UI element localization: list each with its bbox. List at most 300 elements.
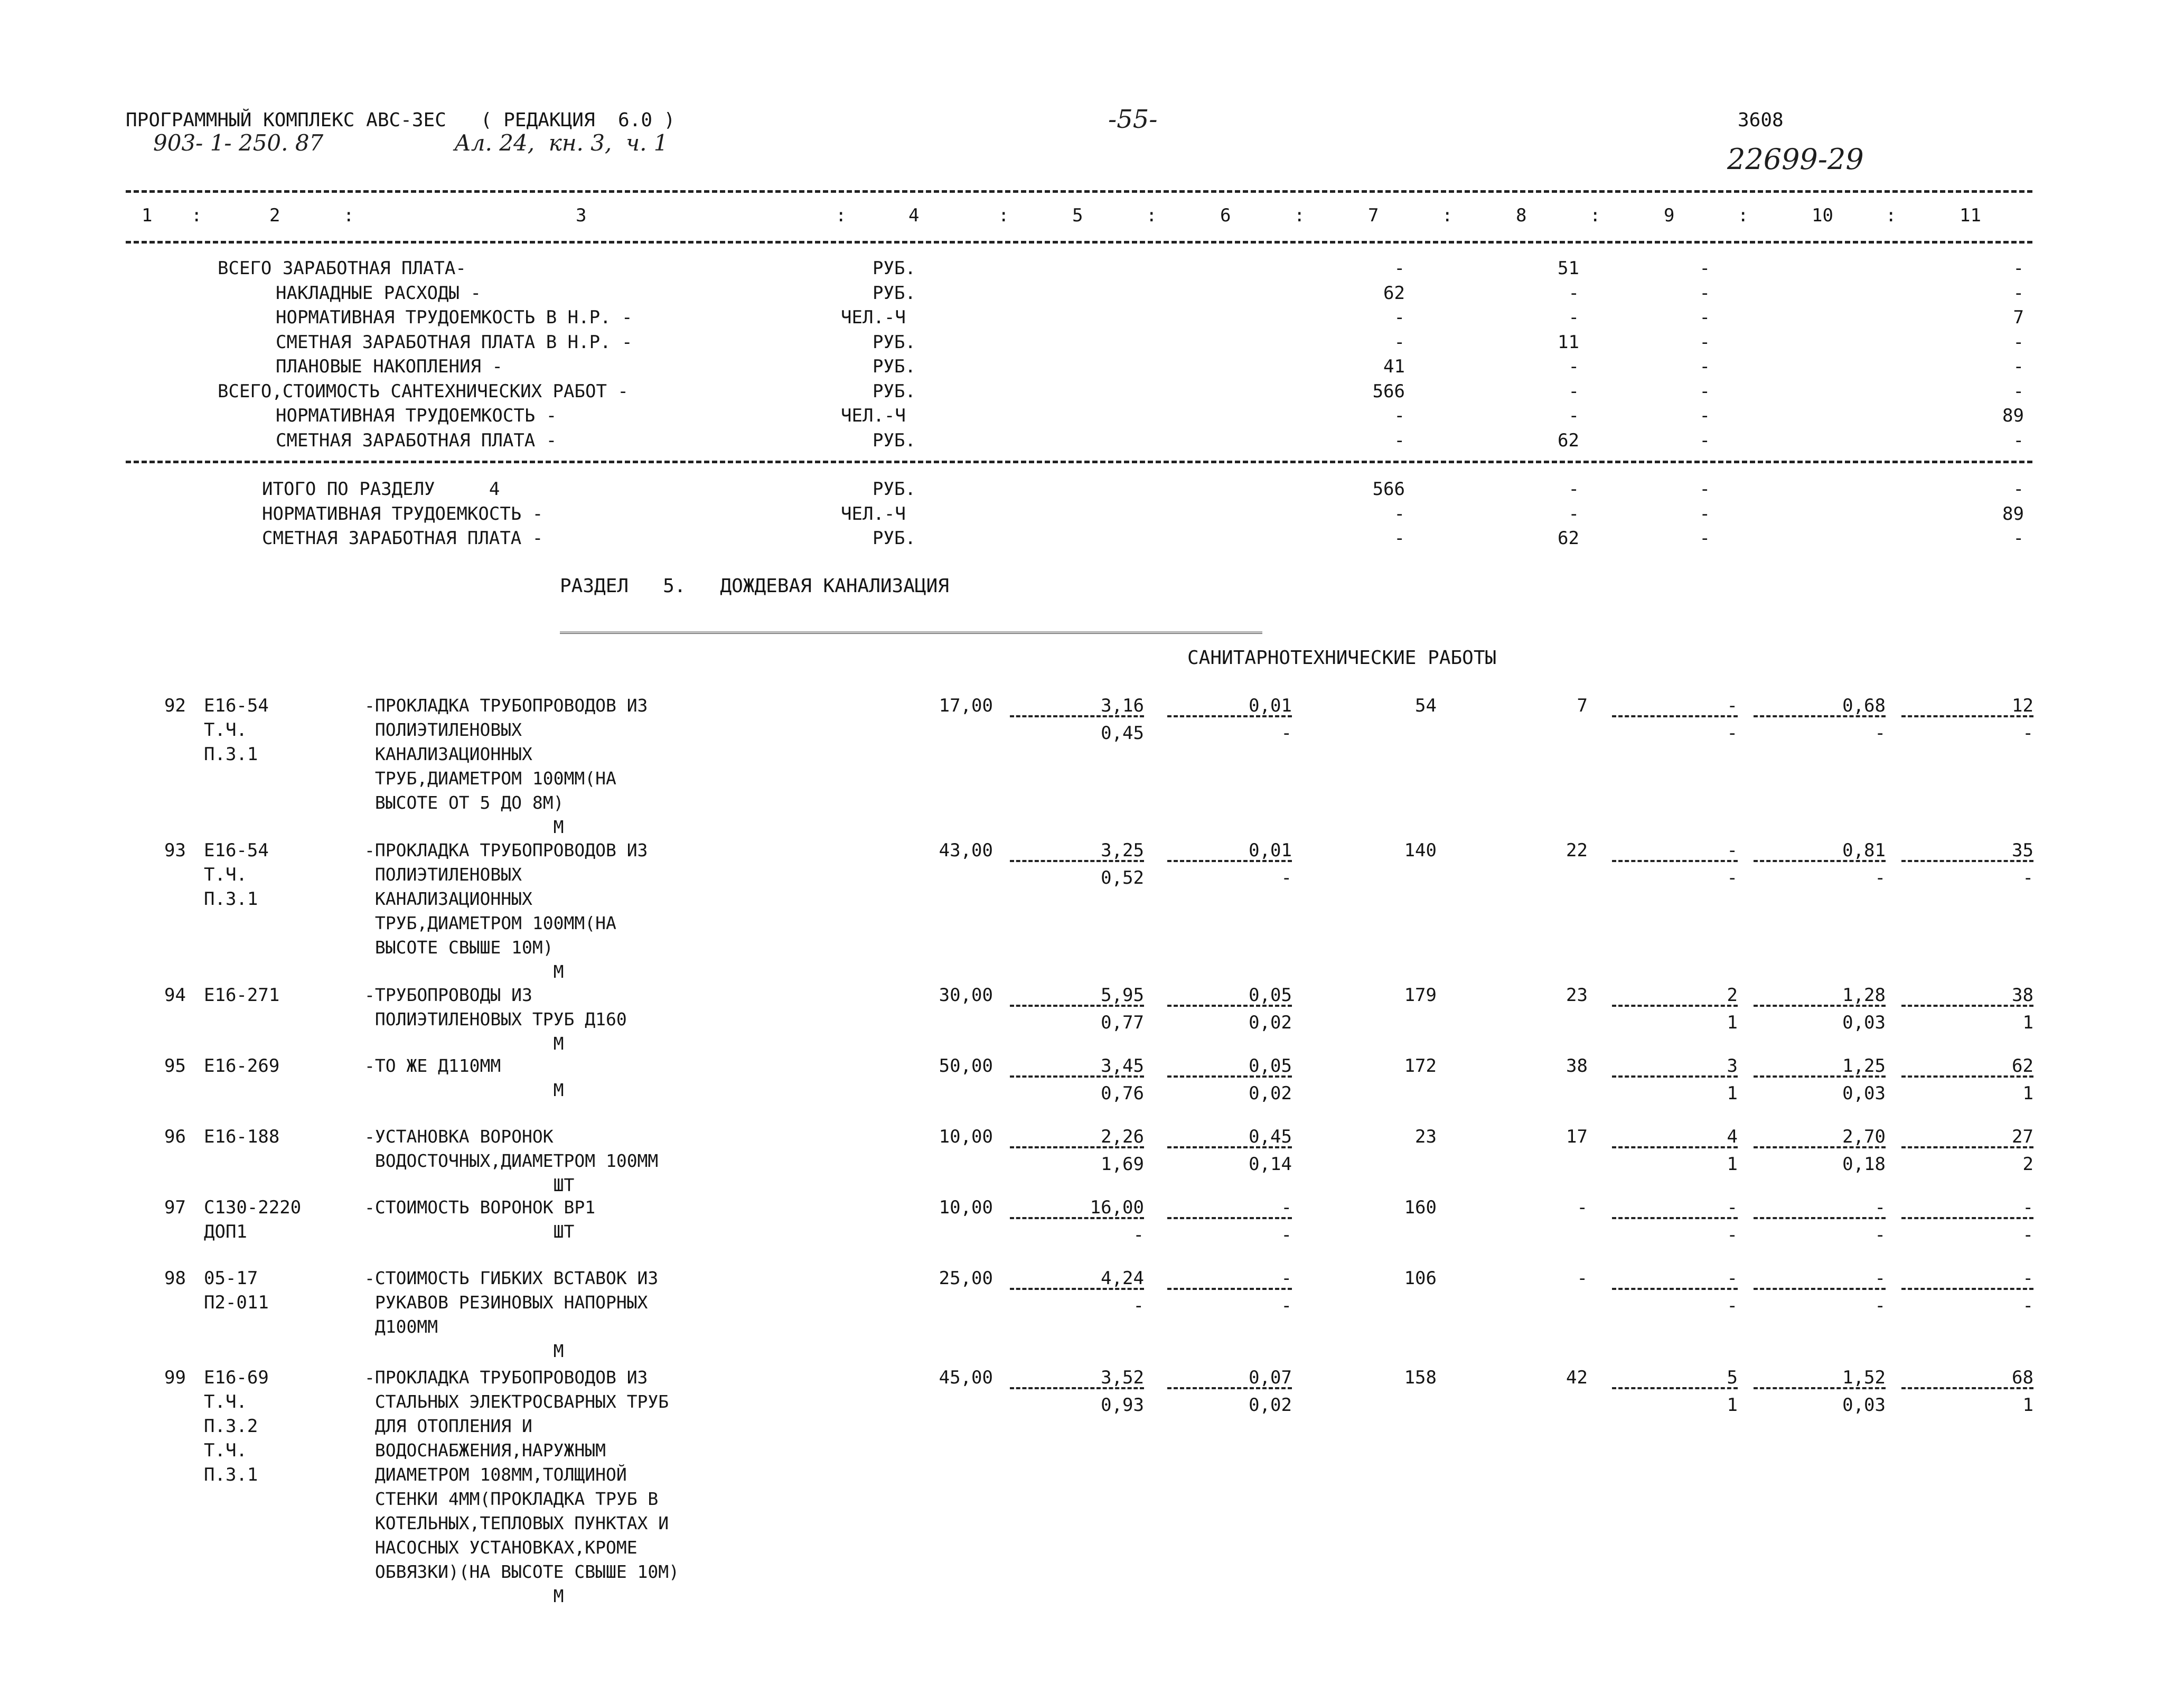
item-unit-cost: 3,45: [1101, 1055, 1144, 1077]
summary-row-unit: РУБ.: [873, 331, 916, 353]
item-description: ПОЛИЭТИЛЕНОВЫХ ТРУБ Д160: [364, 1009, 627, 1030]
summary-row-col7: 566: [1372, 380, 1405, 402]
item-total-wage: -: [1577, 1197, 1588, 1218]
item-quantity: 25,00: [939, 1268, 993, 1289]
item-total-machine: -: [1727, 1268, 1738, 1289]
column-separator: :: [1886, 205, 1897, 226]
item-description: ТРУБ,ДИАМЕТРОМ 100ММ(НА: [364, 913, 616, 933]
subtotal-dash: [1754, 1075, 1886, 1078]
item-quantity: 45,00: [939, 1367, 993, 1388]
summary-row-label: СМЕТНАЯ ЗАРАБОТНАЯ ПЛАТА -: [276, 429, 557, 451]
summary-row-unit: РУБ.: [873, 356, 916, 377]
subtotal-dash: [1167, 1146, 1292, 1148]
summary-row-unit: РУБ.: [873, 429, 916, 451]
summary-row-unit: ЧЕЛ.-Ч: [841, 405, 906, 426]
item-total-cost: 179: [1404, 985, 1437, 1006]
item-machine-wage-part: -: [1281, 1224, 1292, 1246]
total-row-col11: -: [2013, 479, 2024, 500]
item-total-cost: 172: [1404, 1055, 1437, 1077]
item-code: Е16-69: [204, 1367, 269, 1388]
item-description: -ПРОКЛАДКА ТРУБОПРОВОДОВ ИЗ: [364, 695, 648, 716]
item-machine-wage-total: -: [1727, 1224, 1738, 1246]
item-description: КАНАЛИЗАЦИОННЫХ: [364, 744, 532, 764]
item-total-cost: 23: [1415, 1126, 1437, 1147]
item-code: Е16-269: [204, 1055, 280, 1077]
summary-row-label: НАКЛАДНЫЕ РАСХОДЫ -: [276, 282, 481, 304]
summary-row-label: ПЛАНОВЫЕ НАКОПЛЕНИЯ -: [276, 356, 503, 377]
item-total-wage: 42: [1566, 1367, 1588, 1388]
item-labor: 1,52: [1842, 1367, 1886, 1388]
subtotal-dash: [1167, 1005, 1292, 1007]
item-total-machine: -: [1727, 1197, 1738, 1218]
summary-row-col11: -: [2013, 356, 2024, 377]
item-code: Т.Ч.: [204, 1440, 247, 1461]
subtotal-dash: [1612, 1217, 1738, 1219]
subtotal-dash: [1901, 1217, 2033, 1219]
item-code: П2-011: [204, 1292, 269, 1313]
item-machine-wage-total: 1: [1727, 1083, 1738, 1104]
item-quantity: 43,00: [939, 840, 993, 861]
item-machine-wage-part: -: [1281, 867, 1292, 888]
item-number: 95: [164, 1055, 186, 1077]
total-row-label: НОРМАТИВНАЯ ТРУДОЕМКОСТЬ -: [262, 503, 543, 525]
summary-row-label: ВСЕГО,СТОИМОСТЬ САНТЕХНИЧЕСКИХ РАБОТ -: [218, 380, 629, 402]
item-machine-wage-total: 1: [1727, 1012, 1738, 1033]
item-code: П.3.2: [204, 1416, 258, 1437]
item-machine-labor: -: [1874, 867, 1886, 888]
item-labor: 2,70: [1842, 1126, 1886, 1147]
section-title: РАЗДЕЛ 5. ДОЖДЕВАЯ КАНАЛИЗАЦИЯ: [560, 575, 949, 597]
item-machine-labor: -: [1874, 1224, 1886, 1246]
summary-row-unit: РУБ.: [873, 380, 916, 402]
subtotal-dash: [1901, 860, 2033, 862]
summary-row-col8: -: [1568, 380, 1579, 402]
subtotal-dash: [1612, 860, 1738, 862]
item-machine-labor-total: 1: [2022, 1083, 2033, 1104]
item-machine-wage-part: 0,02: [1249, 1395, 1292, 1416]
item-code: П.3.1: [204, 1464, 258, 1485]
item-total-machine: 3: [1727, 1055, 1738, 1077]
subtotal-dash: [1754, 1387, 1886, 1389]
item-wage-part: -: [1133, 1224, 1144, 1246]
summary-row-col11: -: [2013, 258, 2024, 279]
total-row-col8: 62: [1558, 528, 1579, 549]
column-separator: :: [1294, 205, 1305, 226]
column-number-3: 3: [576, 205, 587, 226]
item-wage-part: 0,52: [1101, 867, 1144, 888]
item-code: П.3.1: [204, 888, 258, 910]
summary-row-unit: РУБ.: [873, 258, 916, 279]
subtotal-dash: [1754, 1146, 1886, 1148]
summary-row-label: НОРМАТИВНАЯ ТРУДОЕМКОСТЬ В Н.Р. -: [276, 307, 633, 328]
total-row-unit: РУБ.: [873, 479, 916, 500]
item-labor-total: 38: [2012, 985, 2033, 1006]
total-row-col9: -: [1699, 528, 1710, 549]
subtotal-dash: [1167, 1387, 1292, 1389]
item-machine-labor: -: [1874, 723, 1886, 744]
item-total-machine: 4: [1727, 1126, 1738, 1147]
summary-row-col8: -: [1568, 282, 1579, 304]
summary-row-label: СМЕТНАЯ ЗАРАБОТНАЯ ПЛАТА В Н.Р. -: [276, 331, 633, 353]
item-machine-wage-total: 1: [1727, 1154, 1738, 1175]
item-unit-machine: -: [1281, 1268, 1292, 1289]
item-total-cost: 160: [1404, 1197, 1437, 1218]
summary-row-col11: 89: [2002, 405, 2024, 426]
subtotal-dash: [1754, 1288, 1886, 1290]
item-unit-machine: 0,01: [1249, 840, 1292, 861]
item-description: ОБВЯЗКИ)(НА ВЫСОТЕ СВЫШЕ 10М): [364, 1561, 680, 1582]
item-total-machine: 5: [1727, 1367, 1738, 1388]
item-machine-wage-total: -: [1727, 1295, 1738, 1316]
item-description: НАСОСНЫХ УСТАНОВКАХ,КРОМЕ: [364, 1537, 638, 1558]
project-reference: 903- 1- 250. 87: [153, 130, 324, 156]
subsection-title: САНИТАРНОТЕХНИЧЕСКИЕ РАБОТЫ: [1187, 647, 1497, 669]
item-code: ДОП1: [204, 1221, 247, 1242]
total-row-unit: РУБ.: [873, 528, 916, 549]
item-description: КАНАЛИЗАЦИОННЫХ: [364, 888, 532, 909]
item-code: 05-17: [204, 1268, 258, 1289]
item-total-wage: 23: [1566, 985, 1588, 1006]
subtotal-dash: [1612, 1075, 1738, 1078]
subtotal-dash: [1612, 1146, 1738, 1148]
item-description: ПОЛИЭТИЛЕНОВЫХ: [364, 864, 522, 885]
subtotal-dash: [1010, 1146, 1144, 1148]
item-code: П.3.1: [204, 744, 258, 765]
subtotal-dash: [1167, 715, 1292, 717]
summary-row-col7: -: [1394, 258, 1405, 279]
item-description: -ТРУБОПРОВОДЫ ИЗ: [364, 985, 532, 1005]
summary-row-col9: -: [1699, 258, 1710, 279]
summary-row-label: ВСЕГО ЗАРАБОТНАЯ ПЛАТА-: [218, 258, 466, 279]
summary-row-col8: -: [1568, 405, 1579, 426]
item-total-wage: 17: [1566, 1126, 1588, 1147]
item-labor-total: -: [2022, 1197, 2033, 1218]
column-number-8: 8: [1516, 205, 1527, 226]
item-quantity: 10,00: [939, 1126, 993, 1147]
item-description: РУКАВОВ РЕЗИНОВЫХ НАПОРНЫХ: [364, 1292, 648, 1313]
item-total-cost: 158: [1404, 1367, 1437, 1388]
item-description: -СТОИМОСТЬ ВОРОНОК ВР1: [364, 1197, 596, 1218]
subtotal-dash: [1010, 715, 1144, 717]
header-rule-bottom: [126, 241, 2032, 244]
total-row-col8: -: [1568, 479, 1579, 500]
item-labor-total: -: [2022, 1268, 2033, 1289]
header-rule-top: [126, 190, 2032, 193]
item-machine-labor-total: -: [2022, 867, 2033, 888]
subtotal-dash: [1754, 1005, 1886, 1007]
item-description: М: [364, 1080, 564, 1100]
item-unit-machine: 0,01: [1249, 695, 1292, 716]
column-separator: :: [836, 205, 847, 226]
item-description: М: [364, 1586, 564, 1606]
item-machine-labor: -: [1874, 1295, 1886, 1316]
summary-row-col7: 41: [1383, 356, 1405, 377]
item-description: КОТЕЛЬНЫХ,ТЕПЛОВЫХ ПУНКТАХ И: [364, 1513, 669, 1533]
item-total-cost: 140: [1404, 840, 1437, 861]
summary-row-col11: -: [2013, 429, 2024, 451]
summary-row-col11: -: [2013, 282, 2024, 304]
subtotal-dash: [1167, 1217, 1292, 1219]
item-labor-total: 27: [2012, 1126, 2033, 1147]
item-code: Т.Ч.: [204, 719, 247, 741]
summary-row-col9: -: [1699, 282, 1710, 304]
subtotal-dash: [1901, 1288, 2033, 1290]
item-description: ДИАМЕТРОМ 108ММ,ТОЛЩИНОЙ: [364, 1464, 627, 1485]
item-code: С130-2220: [204, 1197, 302, 1218]
item-machine-labor: 0,18: [1842, 1154, 1886, 1175]
item-code: Т.Ч.: [204, 1391, 247, 1412]
item-total-wage: 22: [1566, 840, 1588, 861]
summary-row-col8: -: [1568, 356, 1579, 377]
item-machine-labor-total: 2: [2022, 1154, 2033, 1175]
program-title: ПРОГРАММНЫЙ КОМПЛЕКС АВС-3ЕС ( РЕДАКЦИЯ 6.0 ): [126, 109, 676, 131]
summary-row-col7: -: [1394, 429, 1405, 451]
summary-row-col9: -: [1699, 331, 1710, 353]
item-total-cost: 106: [1404, 1268, 1437, 1289]
item-unit-cost: 5,95: [1101, 985, 1144, 1006]
item-total-machine: -: [1727, 840, 1738, 861]
item-machine-labor-total: 1: [2022, 1012, 2033, 1033]
summary-row-unit: ЧЕЛ.-Ч: [841, 307, 906, 328]
summary-row-col9: -: [1699, 405, 1710, 426]
item-wage-part: 1,69: [1101, 1154, 1144, 1175]
item-code: Е16-188: [204, 1126, 280, 1147]
column-separator: :: [191, 205, 202, 226]
column-separator: :: [1146, 205, 1157, 226]
item-machine-wage-part: -: [1281, 723, 1292, 744]
item-machine-wage-total: 1: [1727, 1395, 1738, 1416]
item-code: Е16-54: [204, 840, 269, 861]
subtotal-dash: [1754, 860, 1886, 862]
item-description: М: [364, 1341, 564, 1361]
item-description: -ПРОКЛАДКА ТРУБОПРОВОДОВ ИЗ: [364, 840, 648, 860]
item-unit-cost: 3,16: [1101, 695, 1144, 716]
handwritten-code: 22699-29: [1727, 143, 1864, 176]
item-total-machine: 2: [1727, 985, 1738, 1006]
item-wage-part: 0,76: [1101, 1083, 1144, 1104]
column-separator: :: [998, 205, 1009, 226]
item-machine-labor-total: -: [2022, 723, 2033, 744]
item-description: СТЕНКИ 4ММ(ПРОКЛАДКА ТРУБ В: [364, 1489, 659, 1509]
item-labor: 0,68: [1842, 695, 1886, 716]
item-unit-machine: 0,45: [1249, 1126, 1292, 1147]
item-description: -СТОИМОСТЬ ГИБКИХ ВСТАВОК ИЗ: [364, 1268, 659, 1288]
total-row-col7: -: [1394, 503, 1405, 525]
summary-row-col7: 62: [1383, 282, 1405, 304]
item-total-machine: -: [1727, 695, 1738, 716]
item-description: М: [364, 1033, 564, 1054]
subtotal-dash: [1754, 715, 1886, 717]
summary-row-col8: 51: [1558, 258, 1579, 279]
subtotal-dash: [1901, 1387, 2033, 1389]
summary-separator: [126, 461, 2032, 463]
column-number-7: 7: [1368, 205, 1379, 226]
double-rule: [560, 632, 1262, 634]
item-unit-cost: 3,52: [1101, 1367, 1144, 1388]
summary-row-col11: -: [2013, 331, 2024, 353]
summary-row-label: НОРМАТИВНАЯ ТРУДОЕМКОСТЬ -: [276, 405, 557, 426]
page-number: -55-: [1108, 105, 1158, 134]
summary-row-col11: -: [2013, 380, 2024, 402]
item-labor-total: 68: [2012, 1367, 2033, 1388]
item-code: Е16-54: [204, 695, 269, 716]
subtotal-dash: [1010, 1075, 1144, 1078]
column-separator: :: [1442, 205, 1453, 226]
summary-row-col8: 11: [1558, 331, 1579, 353]
subtotal-dash: [1010, 1387, 1144, 1389]
summary-row-col9: -: [1699, 307, 1710, 328]
item-unit-machine: 0,07: [1249, 1367, 1292, 1388]
item-number: 98: [164, 1268, 186, 1289]
summary-row-col9: -: [1699, 429, 1710, 451]
total-row-col8: -: [1568, 503, 1579, 525]
item-number: 92: [164, 695, 186, 716]
item-unit-cost: 4,24: [1101, 1268, 1144, 1289]
item-labor-total: 62: [2012, 1055, 2033, 1077]
item-total-wage: 38: [1566, 1055, 1588, 1077]
item-machine-labor-total: -: [2022, 1295, 2033, 1316]
subtotal-dash: [1612, 1288, 1738, 1290]
item-number: 96: [164, 1126, 186, 1147]
column-number-10: 10: [1812, 205, 1833, 226]
item-unit-cost: 16,00: [1090, 1197, 1144, 1218]
item-machine-wage-part: 0,02: [1249, 1012, 1292, 1033]
summary-row-col11: 7: [2013, 307, 2024, 328]
subtotal-dash: [1612, 1005, 1738, 1007]
item-machine-labor-total: -: [2022, 1224, 2033, 1246]
subtotal-dash: [1754, 1217, 1886, 1219]
subtotal-dash: [1901, 1005, 2033, 1007]
summary-row-col9: -: [1699, 356, 1710, 377]
item-machine-wage-part: 0,14: [1249, 1154, 1292, 1175]
item-total-wage: 7: [1577, 695, 1588, 716]
column-number-9: 9: [1664, 205, 1675, 226]
subtotal-dash: [1010, 860, 1144, 862]
item-labor: 1,28: [1842, 985, 1886, 1006]
item-description: М: [364, 961, 564, 982]
item-description: ПОЛИЭТИЛЕНОВЫХ: [364, 719, 522, 740]
item-wage-part: -: [1133, 1295, 1144, 1316]
column-separator: :: [1590, 205, 1601, 226]
column-number-1: 1: [142, 205, 153, 226]
item-description: СТАЛЬНЫХ ЭЛЕКТРОСВАРНЫХ ТРУБ: [364, 1391, 669, 1412]
item-machine-wage-part: -: [1281, 1295, 1292, 1316]
item-labor: -: [1874, 1197, 1886, 1218]
item-quantity: 30,00: [939, 985, 993, 1006]
item-description: ШТ: [364, 1221, 575, 1242]
album-reference: Ал. 24, кн. 3, ч. 1: [454, 130, 668, 156]
item-number: 97: [164, 1197, 186, 1218]
summary-row-col8: -: [1568, 307, 1579, 328]
item-machine-labor: 0,03: [1842, 1395, 1886, 1416]
subtotal-dash: [1167, 1288, 1292, 1290]
item-description: -ПРОКЛАДКА ТРУБОПРОВОДОВ ИЗ: [364, 1367, 648, 1388]
column-number-5: 5: [1072, 205, 1083, 226]
total-row-label: СМЕТНАЯ ЗАРАБОТНАЯ ПЛАТА -: [262, 528, 543, 549]
item-description: Д100ММ: [364, 1316, 438, 1337]
column-number-11: 11: [1960, 205, 1981, 226]
total-row-col7: -: [1394, 528, 1405, 549]
subtotal-dash: [1167, 860, 1292, 862]
summary-row-col8: 62: [1558, 429, 1579, 451]
column-separator: :: [1738, 205, 1749, 226]
subtotal-dash: [1901, 1075, 2033, 1078]
total-row-col11: -: [2013, 528, 2024, 549]
item-unit-cost: 3,25: [1101, 840, 1144, 861]
item-number: 93: [164, 840, 186, 861]
item-quantity: 17,00: [939, 695, 993, 716]
item-description: -ТО ЖЕ Д110ММ: [364, 1055, 501, 1076]
subtotal-dash: [1901, 715, 2033, 717]
item-description: ВЫСОТЕ ОТ 5 ДО 8М): [364, 792, 564, 813]
total-row-label: ИТОГО ПО РАЗДЕЛУ 4: [262, 479, 500, 500]
subtotal-dash: [1612, 715, 1738, 717]
item-total-cost: 54: [1415, 695, 1437, 716]
item-description: ВЫСОТЕ СВЫШЕ 10М): [364, 937, 554, 958]
item-description: ВОДОСНАБЖЕНИЯ,НАРУЖНЫМ: [364, 1440, 606, 1461]
item-total-wage: -: [1577, 1268, 1588, 1289]
item-unit-cost: 2,26: [1101, 1126, 1144, 1147]
item-machine-wage-part: 0,02: [1249, 1083, 1292, 1104]
item-description: ШТ: [364, 1175, 575, 1195]
item-description: ВОДОСТОЧНЫХ,ДИАМЕТРОМ 100ММ: [364, 1150, 659, 1171]
subtotal-dash: [1167, 1075, 1292, 1078]
item-labor: -: [1874, 1268, 1886, 1289]
total-row-col11: 89: [2002, 503, 2024, 525]
item-unit-machine: 0,05: [1249, 1055, 1292, 1077]
item-code: Т.Ч.: [204, 864, 247, 885]
item-wage-part: 0,77: [1101, 1012, 1144, 1033]
item-labor: 0,81: [1842, 840, 1886, 861]
column-number-4: 4: [908, 205, 920, 226]
item-description: ТРУБ,ДИАМЕТРОМ 100ММ(НА: [364, 768, 616, 789]
summary-row-unit: РУБ.: [873, 282, 916, 304]
item-number: 99: [164, 1367, 186, 1388]
item-machine-labor: 0,03: [1842, 1012, 1886, 1033]
item-quantity: 50,00: [939, 1055, 993, 1077]
item-description: -УСТАНОВКА ВОРОНОК: [364, 1126, 554, 1147]
item-labor: 1,25: [1842, 1055, 1886, 1077]
summary-row-col7: -: [1394, 307, 1405, 328]
summary-row-col9: -: [1699, 380, 1710, 402]
column-number-6: 6: [1220, 205, 1231, 226]
item-unit-machine: -: [1281, 1197, 1292, 1218]
item-machine-wage-total: -: [1727, 723, 1738, 744]
column-number-2: 2: [269, 205, 280, 226]
summary-row-col7: -: [1394, 405, 1405, 426]
column-separator: :: [343, 205, 354, 226]
subtotal-dash: [1010, 1217, 1144, 1219]
item-description: ДЛЯ ОТОПЛЕНИЯ И: [364, 1416, 532, 1436]
item-description: М: [364, 817, 564, 837]
item-labor-total: 12: [2012, 695, 2033, 716]
item-machine-labor-total: 1: [2022, 1395, 2033, 1416]
total-row-col9: -: [1699, 503, 1710, 525]
total-row-unit: ЧЕЛ.-Ч: [841, 503, 906, 525]
item-wage-part: 0,45: [1101, 723, 1144, 744]
item-quantity: 10,00: [939, 1197, 993, 1218]
subtotal-dash: [1010, 1005, 1144, 1007]
subtotal-dash: [1612, 1387, 1738, 1389]
item-machine-wage-total: -: [1727, 867, 1738, 888]
item-number: 94: [164, 985, 186, 1006]
total-row-col7: 566: [1372, 479, 1405, 500]
item-code: Е16-271: [204, 985, 280, 1006]
item-unit-machine: 0,05: [1249, 985, 1292, 1006]
item-wage-part: 0,93: [1101, 1395, 1144, 1416]
total-row-col9: -: [1699, 479, 1710, 500]
archive-code: 3608: [1738, 109, 1784, 131]
